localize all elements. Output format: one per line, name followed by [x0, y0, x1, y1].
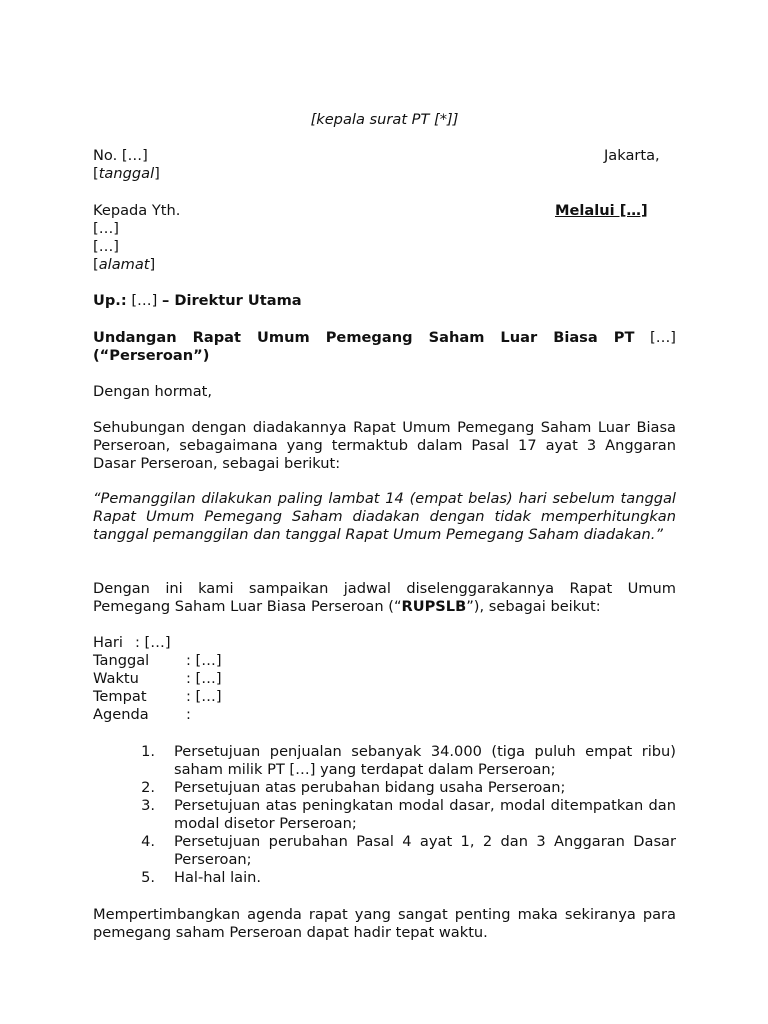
rupslb-term: RUPSLB — [401, 598, 467, 615]
paragraph-schedule-text-before: Dengan ini kami sampaikan jadwal diselenggarakannya Rapat Umum Pemegang Saham Luar Biasa Perseroan (“ — [93, 580, 676, 615]
schedule-row-tempat — [93, 688, 222, 706]
list-item-text: Hal-hal lain. — [174, 869, 262, 886]
schedule-label: Waktu — [93, 670, 139, 687]
schedule-value: : […] — [134, 634, 171, 651]
schedule-value: : […] — [186, 652, 222, 669]
recipient-address-placeholder: alamat — [98, 256, 150, 273]
schedule-value: : — [186, 706, 191, 723]
letter-date-placeholder: tanggal — [98, 165, 155, 182]
schedule-row-agenda — [93, 706, 191, 724]
list-item-text: Persetujuan atas perubahan bidang usaha Perseroan; — [174, 779, 566, 796]
subject-line-2: (“Perseroan”) — [93, 347, 210, 364]
schedule-label: Agenda — [93, 706, 149, 723]
list-item-number: 1. — [141, 743, 155, 760]
schedule-row-tanggal — [93, 652, 222, 670]
attention-role: – Direktur Utama — [161, 292, 302, 309]
schedule-label: Tempat — [93, 688, 147, 705]
letterhead-text: [kepala surat PT [*]] — [310, 111, 459, 128]
attention-line — [93, 292, 302, 310]
recipient-line-2: […] — [93, 238, 119, 255]
closing-paragraph: Mempertimbangkan agenda rapat yang sangat penting maka sekiranya para pemegang saham Perseroan dapat hadir tepat waktu. — [93, 906, 676, 941]
letter-date: [tanggal] — [93, 165, 160, 182]
list-item-number: 4. — [141, 833, 155, 850]
recipient-salutation: Kepada Yth. — [93, 202, 181, 219]
paragraph-schedule-intro — [93, 580, 676, 616]
paragraph-intro: Sehubungan dengan diadakannya Rapat Umum Pemegang Saham Luar Biasa Perseroan, sebagaimana yang termaktub dalam Pasal 17 ayat 3 Anggaran Dasar Perseroan, sebagai berikut: — [93, 419, 676, 472]
subject-title: Undangan Rapat Umum Pemegang Saham Luar Biasa PT — [93, 329, 635, 346]
schedule-row-hari — [93, 634, 171, 652]
attention-label: Up.: — [93, 292, 127, 309]
list-item-number: 5. — [141, 869, 155, 886]
schedule-value: : […] — [186, 688, 222, 705]
quote-paragraph: “Pemanggilan dilakukan paling lambat 14 (empat belas) hari sebelum tanggal Rapat Umum Pemegang Saham diadakan dengan tidak memperhitungkan tanggal pemanggilan dan tanggal Rapat Umum Pemegang Saham diadakan.” — [93, 490, 676, 543]
list-item-text: Persetujuan perubahan Pasal 4 ayat 1, 2 dan 3 Anggaran Dasar Perseroan; — [174, 833, 676, 868]
greeting: Dengan hormat, — [93, 383, 213, 400]
schedule-row-waktu — [93, 670, 222, 688]
letter-number: No. […] — [93, 147, 148, 164]
letter-city: Jakarta, — [604, 147, 660, 164]
via-label: Melalui […] — [555, 202, 648, 219]
list-item-number: 2. — [141, 779, 155, 796]
agenda-list — [93, 743, 676, 893]
list-item-text: Persetujuan atas peningkatan modal dasar, modal ditempatkan dan modal disetor Perseroan; — [174, 797, 676, 832]
subject-company: […] — [650, 329, 676, 346]
attention-value: […] — [131, 292, 158, 309]
schedule-label: Hari — [93, 634, 123, 651]
paragraph-schedule-text-after: ”), sebagai beikut: — [466, 598, 601, 615]
schedule-value: : […] — [186, 670, 222, 687]
recipient-address: [alamat] — [93, 256, 156, 273]
list-item-number: 3. — [141, 797, 155, 814]
subject-line-1 — [93, 329, 676, 347]
schedule-label: Tanggal — [93, 652, 150, 669]
list-item-text: Persetujuan penjualan sebanyak 34.000 (tiga puluh empat ribu) saham milik PT […] yang terdapat dalam Perseroan; — [174, 743, 676, 778]
recipient-line-1: […] — [93, 220, 119, 237]
letterhead — [93, 111, 676, 129]
